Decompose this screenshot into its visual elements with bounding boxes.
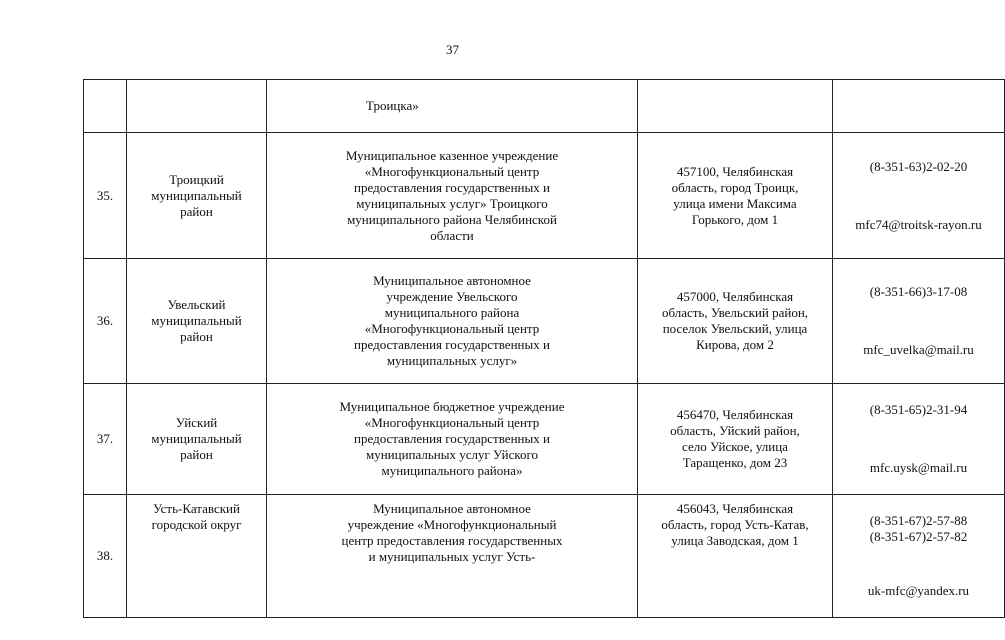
page-number: 37 <box>446 42 459 57</box>
row-number-cell: 38. <box>84 495 127 618</box>
table-row <box>84 80 1005 133</box>
address-cell <box>638 80 833 133</box>
phone-text: (8-351-63)2-02-20 <box>869 158 968 174</box>
table-row <box>84 259 1005 384</box>
address-cell: 456043, Челябинская область, город Усть-Катав, улица Заводская, дом 1 <box>638 495 833 618</box>
institution-cell: Муниципальное казенное учреждение «Многофункциональный центр предоставления государственных и муниципальных услуг» Троицкого муниципального района Челябинской области <box>267 133 638 259</box>
contacts-cell <box>833 495 1005 618</box>
email-link[interactable]: mfc74@troitsk-rayon.ru <box>855 216 982 232</box>
institution-cell: Муниципальное бюджетное учреждение «Многофункциональный центр предоставления государственных и муниципальных услуг Уйского муниципального района» <box>267 384 638 495</box>
phone-text: (8-351-67)2-57-88 (8-351-67)2-57-82 <box>869 513 968 544</box>
email-link[interactable]: mfc_uvelka@mail.ru <box>863 342 974 357</box>
municipality-cell <box>127 80 267 133</box>
table-row <box>84 133 1005 259</box>
address-cell: 456470, Челябинская область, Уйский район, село Уйское, улица Таращенко, дом 23 <box>638 384 833 495</box>
municipality-cell: Усть-Катавский городской округ <box>127 495 267 618</box>
contacts-cell <box>833 259 1005 384</box>
address-cell: 457000, Челябинская область, Увельский район, поселок Увельский, улица Кирова, дом 2 <box>638 259 833 384</box>
table-row <box>84 384 1005 495</box>
address-cell: 457100, Челябинская область, город Троицк, улица имени Максима Горького, дом 1 <box>638 133 833 259</box>
municipality-cell: Троицкий муниципальный район <box>127 133 267 259</box>
row-number-cell: 35. <box>84 133 127 259</box>
row-number-cell <box>84 80 127 133</box>
municipality-cell: Увельский муниципальный район <box>127 259 267 384</box>
municipality-cell: Уйский муниципальный район <box>127 384 267 495</box>
contacts-cell <box>833 80 1005 133</box>
institution-cell: Муниципальное автономное учреждение «Многофункциональный центр предоставления государственных и муниципальных услуг Усть- <box>267 495 638 618</box>
phone-text: (8-351-65)2-31-94 <box>869 402 968 417</box>
phone-text: (8-351-66)3-17-08 <box>869 284 968 299</box>
institution-cell: Троицка» <box>267 80 638 133</box>
contacts-cell <box>833 133 1005 259</box>
row-number-cell: 36. <box>84 259 127 384</box>
email-link[interactable]: mfc.uysk@mail.ru <box>869 460 968 475</box>
row-number-cell: 37. <box>84 384 127 495</box>
table-row <box>84 495 1005 618</box>
email-link[interactable]: uk-mfc@yandex.ru <box>867 583 970 598</box>
contacts-cell <box>833 384 1005 495</box>
institution-cell: Муниципальное автономное учреждение Увельского муниципального района «Многофункциональный центр предоставления государственных и муниципальных услуг» <box>267 259 638 384</box>
mfc-registry-table <box>83 79 1005 618</box>
